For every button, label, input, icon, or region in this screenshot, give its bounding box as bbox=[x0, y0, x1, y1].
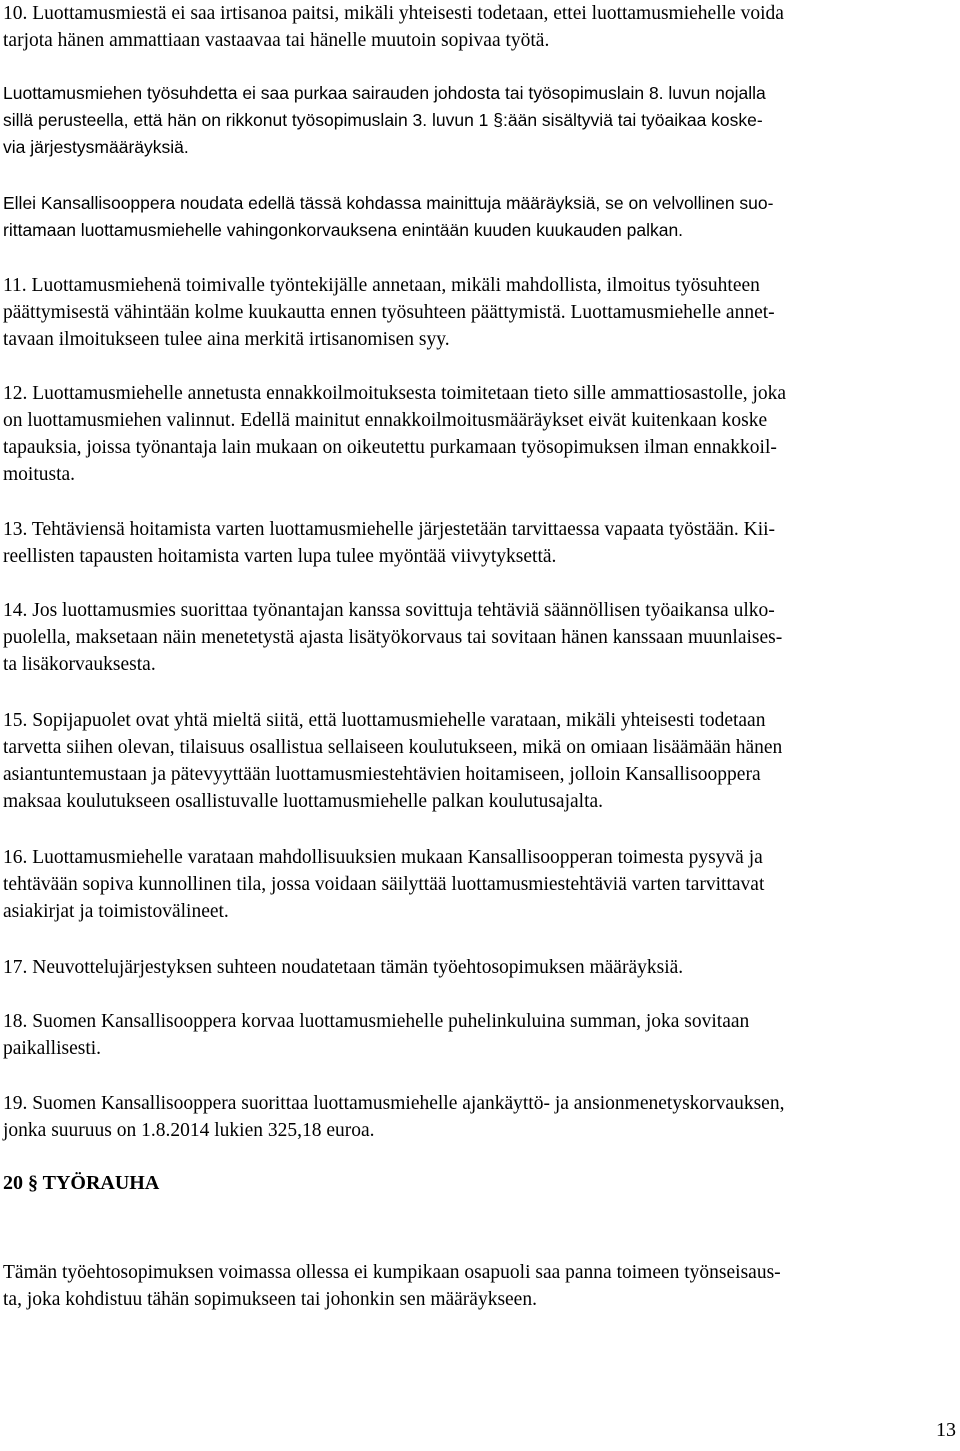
text-line: maksaa koulutukseen osallistuvalle luottamusmiehelle palkan koulutusajalta. bbox=[3, 791, 604, 812]
paragraph-17 bbox=[3, 954, 955, 981]
paragraph-15 bbox=[3, 707, 955, 815]
text-line: rittamaan luottamusmiehelle vahingonkorvauksena enintään kuuden kuukauden palkan. bbox=[3, 220, 684, 240]
text-line: tarvetta siihen olevan, tilaisuus osallistua sellaiseen koulutukseen, mikä on omiaan lisäämään hänen bbox=[3, 737, 783, 758]
text-line: on luottamusmiehen valinnut. Edellä mainitut ennakkoilmoitusmääräykset eivät kuitenkaan koske bbox=[3, 410, 768, 431]
text-line: sillä perusteella, että hän on rikkonut työsopimuslain 3. luvun 1 §:ään sisältyviä tai työaikaa koske- bbox=[3, 110, 763, 130]
paragraph-14 bbox=[3, 597, 955, 678]
paragraph-10-compensation bbox=[3, 190, 955, 244]
text-line: 11. Luottamusmiehenä toimivalle työntekijälle annetaan, mikäli mahdollista, ilmoitus työsuhteen bbox=[3, 275, 760, 296]
text-line: Luottamusmiehen työsuhdetta ei saa purkaa sairauden johdosta tai työsopimuslain 8. luvun nojalla bbox=[3, 83, 766, 103]
text-line: via järjestysmääräyksiä. bbox=[3, 137, 189, 157]
text-line: moitusta. bbox=[3, 464, 76, 485]
text-line: ta, joka kohdistuu tähän sopimukseen tai johonkin sen määräykseen. bbox=[3, 1289, 537, 1310]
text-line: 17. Neuvottelujärjestyksen suhteen noudatetaan tämän työehtosopimuksen määräyksiä. bbox=[3, 957, 684, 978]
text-line: Ellei Kansallisooppera noudata edellä tässä kohdassa mainittuja määräyksiä, se on velvollinen suo- bbox=[3, 193, 774, 213]
paragraph-13 bbox=[3, 516, 955, 570]
paragraph-16 bbox=[3, 844, 955, 925]
text-line: asiakirjat ja toimistovälineet. bbox=[3, 901, 229, 922]
text-line: asiantuntemustaan ja pätevyyttään luottamusmiestehtävien hoitamiseen, jolloin Kansallisooppera bbox=[3, 764, 761, 785]
page-number: 13 bbox=[936, 1419, 956, 1441]
text-line: 16. Luottamusmiehelle varataan mahdollisuuksien mukaan Kansallisoopperan toimesta pysyvä ja bbox=[3, 847, 763, 868]
text-line: ta lisäkorvauksesta. bbox=[3, 654, 156, 675]
paragraph-12 bbox=[3, 380, 955, 488]
section-heading: 20 § TYÖRAUHA bbox=[3, 1172, 160, 1194]
text-line: 12. Luottamusmiehelle annetusta ennakkoilmoituksesta toimitetaan tieto sille ammattiosastolle, joka bbox=[3, 383, 787, 404]
paragraph-19 bbox=[3, 1090, 955, 1144]
text-line: 15. Sopijapuolet ovat yhtä mieltä siitä, että luottamusmiehelle varataan, mikäli yhteisesti todetaan bbox=[3, 710, 766, 731]
text-line: tavaan ilmoitukseen tulee aina merkitä irtisanomisen syy. bbox=[3, 329, 450, 350]
text-line: jonka suuruus on 1.8.2014 lukien 325,18 euroa. bbox=[3, 1120, 375, 1141]
text-line: 10. Luottamusmiestä ei saa irtisanoa paitsi, mikäli yhteisesti todetaan, ettei luottamusmiehelle voida bbox=[3, 3, 784, 24]
text-line: päättymisestä vähintään kolme kuukautta ennen työsuhteen päättymistä. Luottamusmiehelle annet- bbox=[3, 302, 775, 323]
text-line: 19. Suomen Kansallisooppera suorittaa luottamusmiehelle ajankäyttö- ja ansionmenetyskorvauksen, bbox=[3, 1093, 785, 1114]
text-line: 14. Jos luottamusmies suorittaa työnantajan kanssa sovittuja tehtäviä säännöllisen työaikansa ulko- bbox=[3, 600, 775, 621]
text-line: tapauksia, joissa työnantaja lain mukaan on oikeutettu purkamaan työsopimuksen ilman ennakkoil- bbox=[3, 437, 777, 458]
text-line: reellisten tapausten hoitamista varten lupa tulee myöntää viivytyksettä. bbox=[3, 546, 557, 567]
text-line: tarjota hänen ammattiaan vastaavaa tai hänelle muutoin sopivaa työtä. bbox=[3, 30, 550, 51]
text-line: tehtävään sopiva kunnollinen tila, jossa voidaan säilyttää luottamusmiestehtäviä varten tarvittavat bbox=[3, 874, 765, 895]
paragraph-20 bbox=[3, 1259, 955, 1313]
text-line: paikallisesti. bbox=[3, 1038, 102, 1059]
paragraph-18 bbox=[3, 1008, 955, 1062]
paragraph-11 bbox=[3, 272, 955, 353]
text-line: Tämän työehtosopimuksen voimassa ollessa ei kumpikaan osapuoli saa panna toimeen työnseisaus- bbox=[3, 1262, 781, 1283]
paragraph-10 bbox=[3, 0, 955, 54]
paragraph-10-dismissal bbox=[3, 80, 955, 161]
text-line: puolella, maksetaan näin menetetystä ajasta lisätyökorvaus tai sovitaan hänen kanssaan muunlaises- bbox=[3, 627, 783, 648]
text-line: 13. Tehtäviensä hoitamista varten luottamusmiehelle järjestetään tarvittaessa vapaata työstään. Kii- bbox=[3, 519, 776, 540]
text-line: 18. Suomen Kansallisooppera korvaa luottamusmiehelle puhelinkuluina summan, joka sovitaan bbox=[3, 1011, 750, 1032]
